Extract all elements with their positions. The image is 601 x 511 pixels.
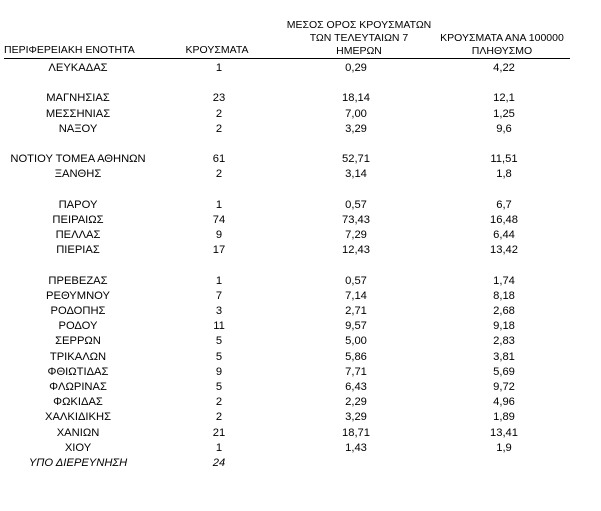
header-avg-7-days: ΜΕΣΟΣ ΟΡΟΣ ΚΡΟΥΣΜΑΤΩΝ ΤΩΝ ΤΕΛΕΥΤΑΙΩΝ 7 ΗΜΕΡΩΝ: [286, 19, 432, 57]
region-cell: ΤΡΙΚΑΛΩΝ: [49, 350, 107, 363]
table-row: [0, 122, 601, 137]
cases-cell: 2: [215, 168, 223, 181]
cases-cell: 9: [215, 365, 223, 378]
cases-cell: 5: [215, 380, 223, 393]
region-cell: ΧΙΟΥ: [64, 441, 92, 454]
cases-cell: 21: [212, 426, 226, 439]
per100k-cell: 6,7: [496, 198, 512, 211]
table-row: [0, 274, 601, 289]
table-row: [0, 61, 601, 76]
avg7-cell: 5,86: [345, 350, 367, 363]
per100k-cell: 4,22: [493, 62, 515, 74]
table-row: [0, 350, 601, 365]
table-row: [0, 289, 601, 304]
per100k-cell: 16,48: [490, 213, 518, 226]
region-cell: ΦΛΩΡΙΝΑΣ: [49, 380, 107, 393]
cases-cell: 2: [215, 396, 223, 409]
header-cases-per-100k: ΚΡΟΥΣΜΑΤΑ ΑΝΑ 100000 ΠΛΗΘΥΣΜΟ: [440, 32, 564, 57]
region-cell: ΠΙΕΡΙΑΣ: [56, 244, 100, 257]
per100k-cell: 1,74: [493, 274, 515, 287]
avg7-cell: 5,00: [345, 335, 367, 348]
per100k-cell: 1,25: [493, 107, 515, 120]
per100k-cell: 13,42: [490, 244, 518, 257]
table-row: [0, 319, 601, 334]
avg7-cell: 9,57: [345, 320, 367, 333]
avg7-cell: 3,14: [345, 168, 367, 181]
cases-cell: 2: [215, 107, 223, 120]
region-cell: ΜΕΣΣΗΝΙΑΣ: [45, 107, 111, 120]
cases-cell: 61: [212, 153, 226, 166]
per100k-cell: 6,44: [493, 229, 515, 242]
table-row: [0, 228, 601, 243]
table-row: [0, 410, 601, 425]
table-row: [0, 198, 601, 213]
under-investigation-row: [0, 456, 601, 471]
region-cell: ΣΕΡΡΩΝ: [55, 335, 101, 348]
cases-cell: 2: [215, 122, 223, 135]
table-row: [0, 167, 601, 182]
avg7-cell: 2,71: [345, 305, 367, 317]
table-row: [0, 365, 601, 380]
cases-cell: 1: [215, 441, 223, 454]
region-cell: ΝΑΞΟΥ: [58, 122, 98, 135]
cases-cell: 17: [212, 244, 226, 257]
table-body: [0, 61, 601, 471]
avg7-cell: 12,43: [342, 244, 370, 257]
avg7-cell: 1,43: [345, 441, 367, 454]
avg7-cell: 3,29: [345, 411, 367, 424]
table-row: [0, 152, 601, 167]
per100k-cell: 9,72: [493, 380, 515, 393]
per100k-cell: 5,69: [493, 365, 515, 378]
cases-cell: 74: [212, 213, 226, 226]
per100k-cell: 8,18: [493, 289, 515, 302]
per100k-cell: 9,6: [496, 122, 512, 135]
cases-cell: 5: [215, 335, 223, 348]
avg7-cell: 2,29: [345, 396, 367, 409]
region-cell: ΠΡΕΒΕΖΑΣ: [48, 274, 108, 287]
avg7-cell: 0,57: [345, 274, 367, 287]
per100k-cell: 2,68: [493, 305, 515, 317]
per100k-cell: 1,8: [496, 168, 512, 181]
cases-cell: 1: [215, 198, 223, 211]
header-underline: [4, 58, 570, 59]
cases-cell: 5: [215, 350, 223, 363]
avg7-cell: 7,00: [345, 107, 367, 120]
region-cell: ΝΟΤΙΟΥ ΤΟΜΕΑ ΑΘΗΝΩΝ: [10, 153, 146, 166]
region-cell: ΠΕΙΡΑΙΩΣ: [52, 213, 104, 226]
per100k-cell: 13,41: [490, 426, 518, 439]
avg7-cell: 7,29: [345, 229, 367, 242]
per100k-cell: 1,9: [496, 441, 512, 454]
avg7-cell: 73,43: [342, 213, 370, 226]
per100k-cell: 9,18: [493, 320, 515, 333]
avg7-cell: 7,71: [345, 365, 367, 378]
avg7-cell: 0,29: [345, 62, 367, 74]
table-row: [0, 213, 601, 228]
avg7-cell: 18,71: [342, 426, 370, 439]
avg7-cell: 52,71: [342, 153, 370, 166]
table-row: [0, 243, 601, 258]
cases-cell: 3: [215, 305, 223, 317]
region-cell: ΜΑΓΝΗΣΙΑΣ: [46, 92, 110, 105]
under-investigation-cases: 24: [212, 456, 226, 469]
region-cell: ΡΟΔΟΠΗΣ: [50, 305, 106, 317]
region-cell: ΞΑΝΘΗΣ: [54, 168, 102, 181]
region-cell: ΧΑΛΚΙΔΙΚΗΣ: [44, 411, 111, 424]
region-cell: ΛΕΥΚΑΔΑΣ: [48, 62, 108, 74]
region-cell: ΡΕΘΥΜΝΟΥ: [46, 289, 110, 302]
cases-cell: 1: [215, 62, 223, 74]
avg7-cell: 7,14: [345, 289, 367, 302]
per100k-cell: 12,1: [493, 92, 515, 105]
avg7-cell: 0,57: [345, 198, 367, 211]
cases-cell: 9: [215, 229, 223, 242]
table-row: [0, 334, 601, 349]
avg7-cell: 3,29: [345, 122, 367, 135]
table-row: [0, 380, 601, 395]
region-cell: ΠΕΛΛΑΣ: [55, 229, 101, 242]
cases-cell: 1: [215, 274, 223, 287]
per100k-cell: 2,83: [493, 335, 515, 348]
table-row: [0, 304, 601, 319]
header-cases: ΚΡΟΥΣΜΑΤΑ: [185, 44, 249, 56]
cases-cell: 2: [215, 411, 223, 424]
cases-cell: 11: [213, 320, 225, 333]
region-cell: ΡΟΔΟΥ: [58, 320, 98, 333]
table-row: [0, 91, 601, 106]
per100k-cell: 3,81: [493, 350, 515, 363]
header-region: ΠΕΡΙΦΕΡΕΙΑΚΗ ΕΝΟΤΗΤΑ: [4, 44, 135, 56]
table-row: [0, 426, 601, 441]
cases-cell: 7: [215, 289, 223, 302]
cases-cell: 23: [212, 92, 226, 105]
under-investigation-label: ΥΠΟ ΔΙΕΡΕΥΝΗΣΗ: [28, 456, 128, 469]
region-cell: ΧΑΝΙΩΝ: [56, 426, 100, 439]
avg7-cell: 6,43: [345, 380, 367, 393]
region-cell: ΦΩΚΙΔΑΣ: [53, 396, 103, 409]
region-cell: ΠΑΡΟΥ: [58, 198, 98, 211]
table-row: [0, 107, 601, 122]
table-row: [0, 395, 601, 410]
table-row: [0, 441, 601, 456]
per100k-cell: 1,89: [493, 411, 515, 424]
region-cell: ΦΘΙΩΤΙΔΑΣ: [47, 365, 109, 378]
per100k-cell: 11,51: [490, 153, 518, 166]
per100k-cell: 4,96: [493, 396, 515, 409]
avg7-cell: 18,14: [342, 92, 370, 105]
